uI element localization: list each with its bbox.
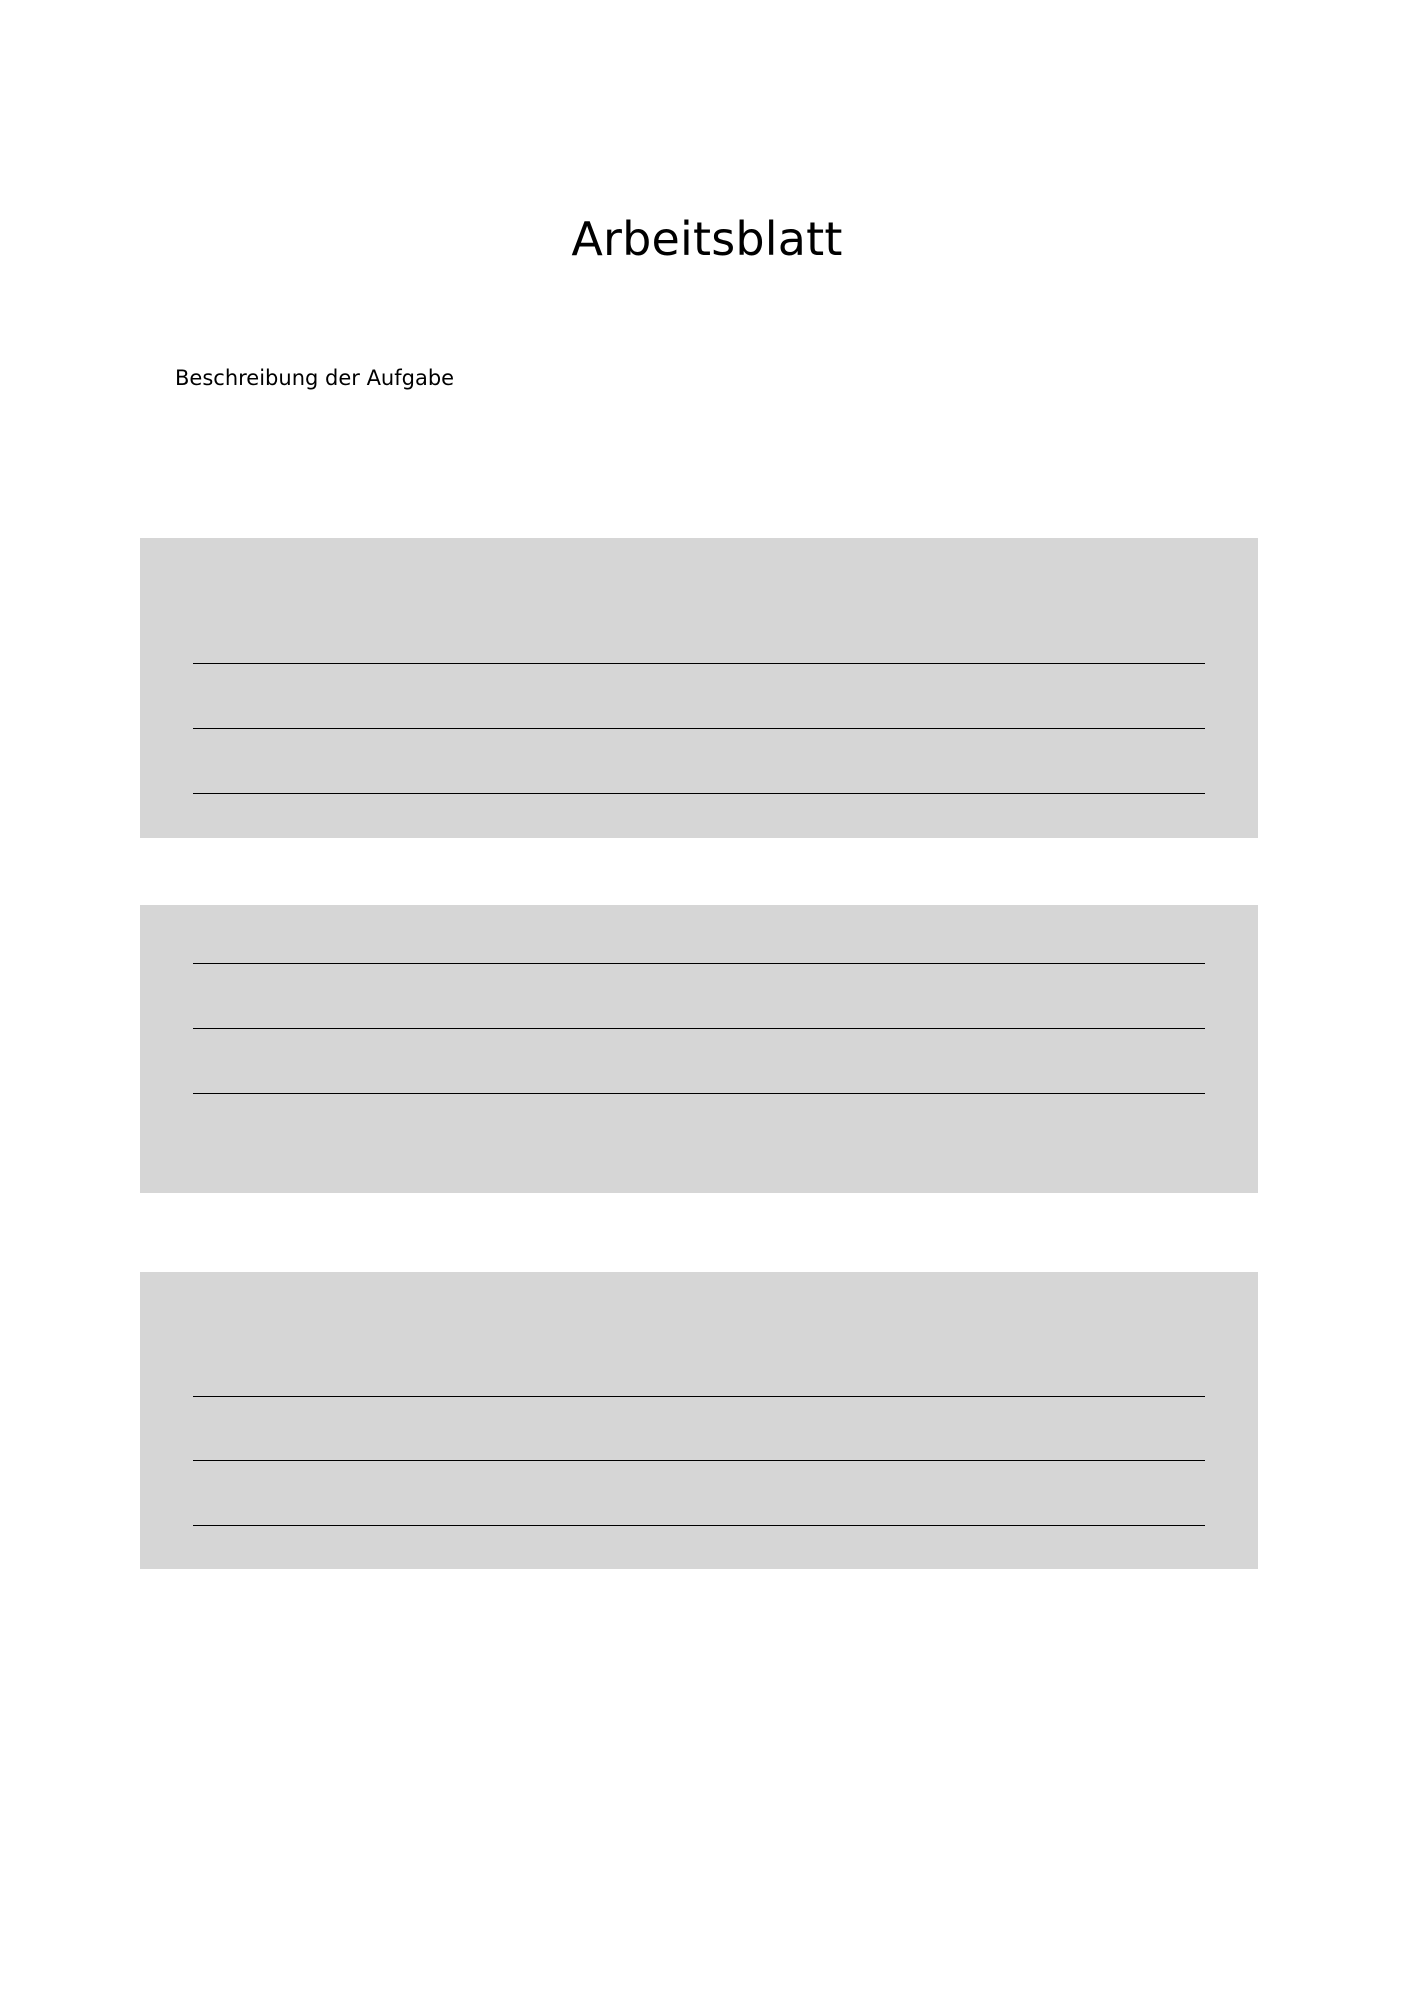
answer-lines: [193, 538, 1205, 838]
answer-block[interactable]: [140, 1272, 1258, 1569]
answer-line[interactable]: [193, 1460, 1205, 1461]
page-title: Arbeitsblatt: [571, 212, 843, 266]
answer-block[interactable]: [140, 905, 1258, 1193]
answer-line[interactable]: [193, 1028, 1205, 1029]
task-description-label: Beschreibung der Aufgabe: [175, 366, 455, 390]
answer-block[interactable]: [140, 538, 1258, 838]
answer-line[interactable]: [193, 1525, 1205, 1526]
answer-line[interactable]: [193, 728, 1205, 729]
answer-lines: [193, 1272, 1205, 1569]
answer-line[interactable]: [193, 1093, 1205, 1094]
answer-line[interactable]: [193, 963, 1205, 964]
answer-lines: [193, 905, 1205, 1193]
answer-line[interactable]: [193, 793, 1205, 794]
answer-line[interactable]: [193, 1396, 1205, 1397]
answer-line[interactable]: [193, 663, 1205, 664]
